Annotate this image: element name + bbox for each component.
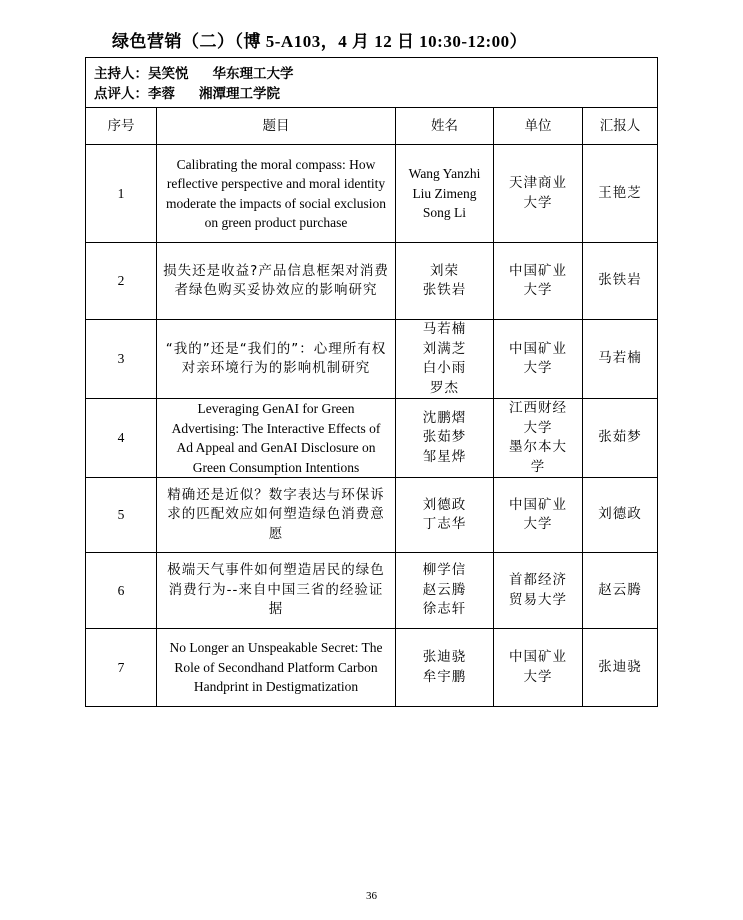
host-affiliation: 华东理工大学 [212,66,294,81]
session-title: 绿色营销（二）（博 5-A103，4 月 12 日 10:30-12:00） [112,32,528,51]
paper-title: 损失还是收益?产品信息框架对消费者绿色购买妥协效应的影响研究 [157,243,396,320]
paper-title: Leveraging GenAI for Green Advertising: The Interactive Effects of Ad Appeal and GenAI Disclosure on Green Consumption Intentions [157,399,396,478]
col-header-presenter: 汇报人 [583,108,658,145]
paper-authors: 刘荣 张铁岩 [396,243,494,320]
row-no: 5 [86,478,157,553]
commentator-label: 点评人： [94,85,148,101]
col-header-unit: 单位 [494,108,583,145]
table-row [86,243,658,320]
table-row [86,553,658,629]
paper-presenter: 张茹梦 [583,399,658,478]
paper-authors: 沈鹏熠 张茹梦 邹星烨 [396,399,494,478]
row-no: 3 [86,320,157,399]
paper-presenter: 赵云腾 [583,553,658,629]
paper-title: Calibrating the moral compass: How reflective perspective and moral identity moderate the impacts of social exclusion on green product purchase [157,145,396,243]
paper-unit: 中国矿业 大学 [494,320,583,399]
table-row [86,478,658,553]
paper-presenter: 张铁岩 [583,243,658,320]
paper-authors: 张迪骁 牟宇鹏 [396,629,494,707]
paper-unit: 中国矿业 大学 [494,243,583,320]
paper-presenter: 王艳芝 [583,145,658,243]
commentator-line [94,84,649,104]
col-header-authors: 姓名 [396,108,494,145]
table-row [86,629,658,707]
hosts-cell [86,58,658,108]
col-header-no: 序号 [86,108,157,145]
host-name: 吴笑悦 [148,66,189,81]
paper-authors: 马若楠 刘满芝 白小雨 罗杰 [396,320,494,399]
paper-authors: 柳学信 赵云腾 徐志轩 [396,553,494,629]
paper-authors: Wang Yanzhi Liu Zimeng Song Li [396,145,494,243]
paper-presenter: 张迪骁 [583,629,658,707]
paper-unit: 天津商业 大学 [494,145,583,243]
paper-unit: 江西财经 大学 墨尔本大 学 [494,399,583,478]
paper-presenter: 刘德政 [583,478,658,553]
paper-authors: 刘德政 丁志华 [396,478,494,553]
commentator-affiliation: 湘潭理工学院 [199,85,280,101]
table-row [86,145,658,243]
paper-title: 精确还是近似？数字表达与环保诉求的匹配效应如何塑造绿色消费意愿 [157,478,396,553]
row-no: 6 [86,553,157,629]
commentator-name: 李蓉 [148,85,175,101]
paper-unit: 中国矿业 大学 [494,478,583,553]
row-no: 7 [86,629,157,707]
table-row [86,399,658,478]
table-row [86,320,658,399]
paper-unit: 中国矿业 大学 [494,629,583,707]
host-label: 主持人： [94,66,148,81]
paper-title: “我的”还是“我们的”：心理所有权对亲环境行为的影响机制研究 [157,320,396,399]
paper-unit: 首都经济 贸易大学 [494,553,583,629]
header-row [86,108,658,145]
paper-title: 极端天气事件如何塑造居民的绿色消费行为--来自中国三省的经验证据 [157,553,396,629]
row-no: 2 [86,243,157,320]
col-header-title: 题目 [157,108,396,145]
schedule-table [85,57,658,707]
hosts-row [86,58,658,108]
paper-presenter: 马若楠 [583,320,658,399]
page-number: 36 [366,890,377,902]
paper-title: No Longer an Unspeakable Secret: The Role of Secondhand Platform Carbon Handprint in Destigmatization [157,629,396,707]
host-line [94,64,649,84]
row-no: 4 [86,399,157,478]
row-no: 1 [86,145,157,243]
